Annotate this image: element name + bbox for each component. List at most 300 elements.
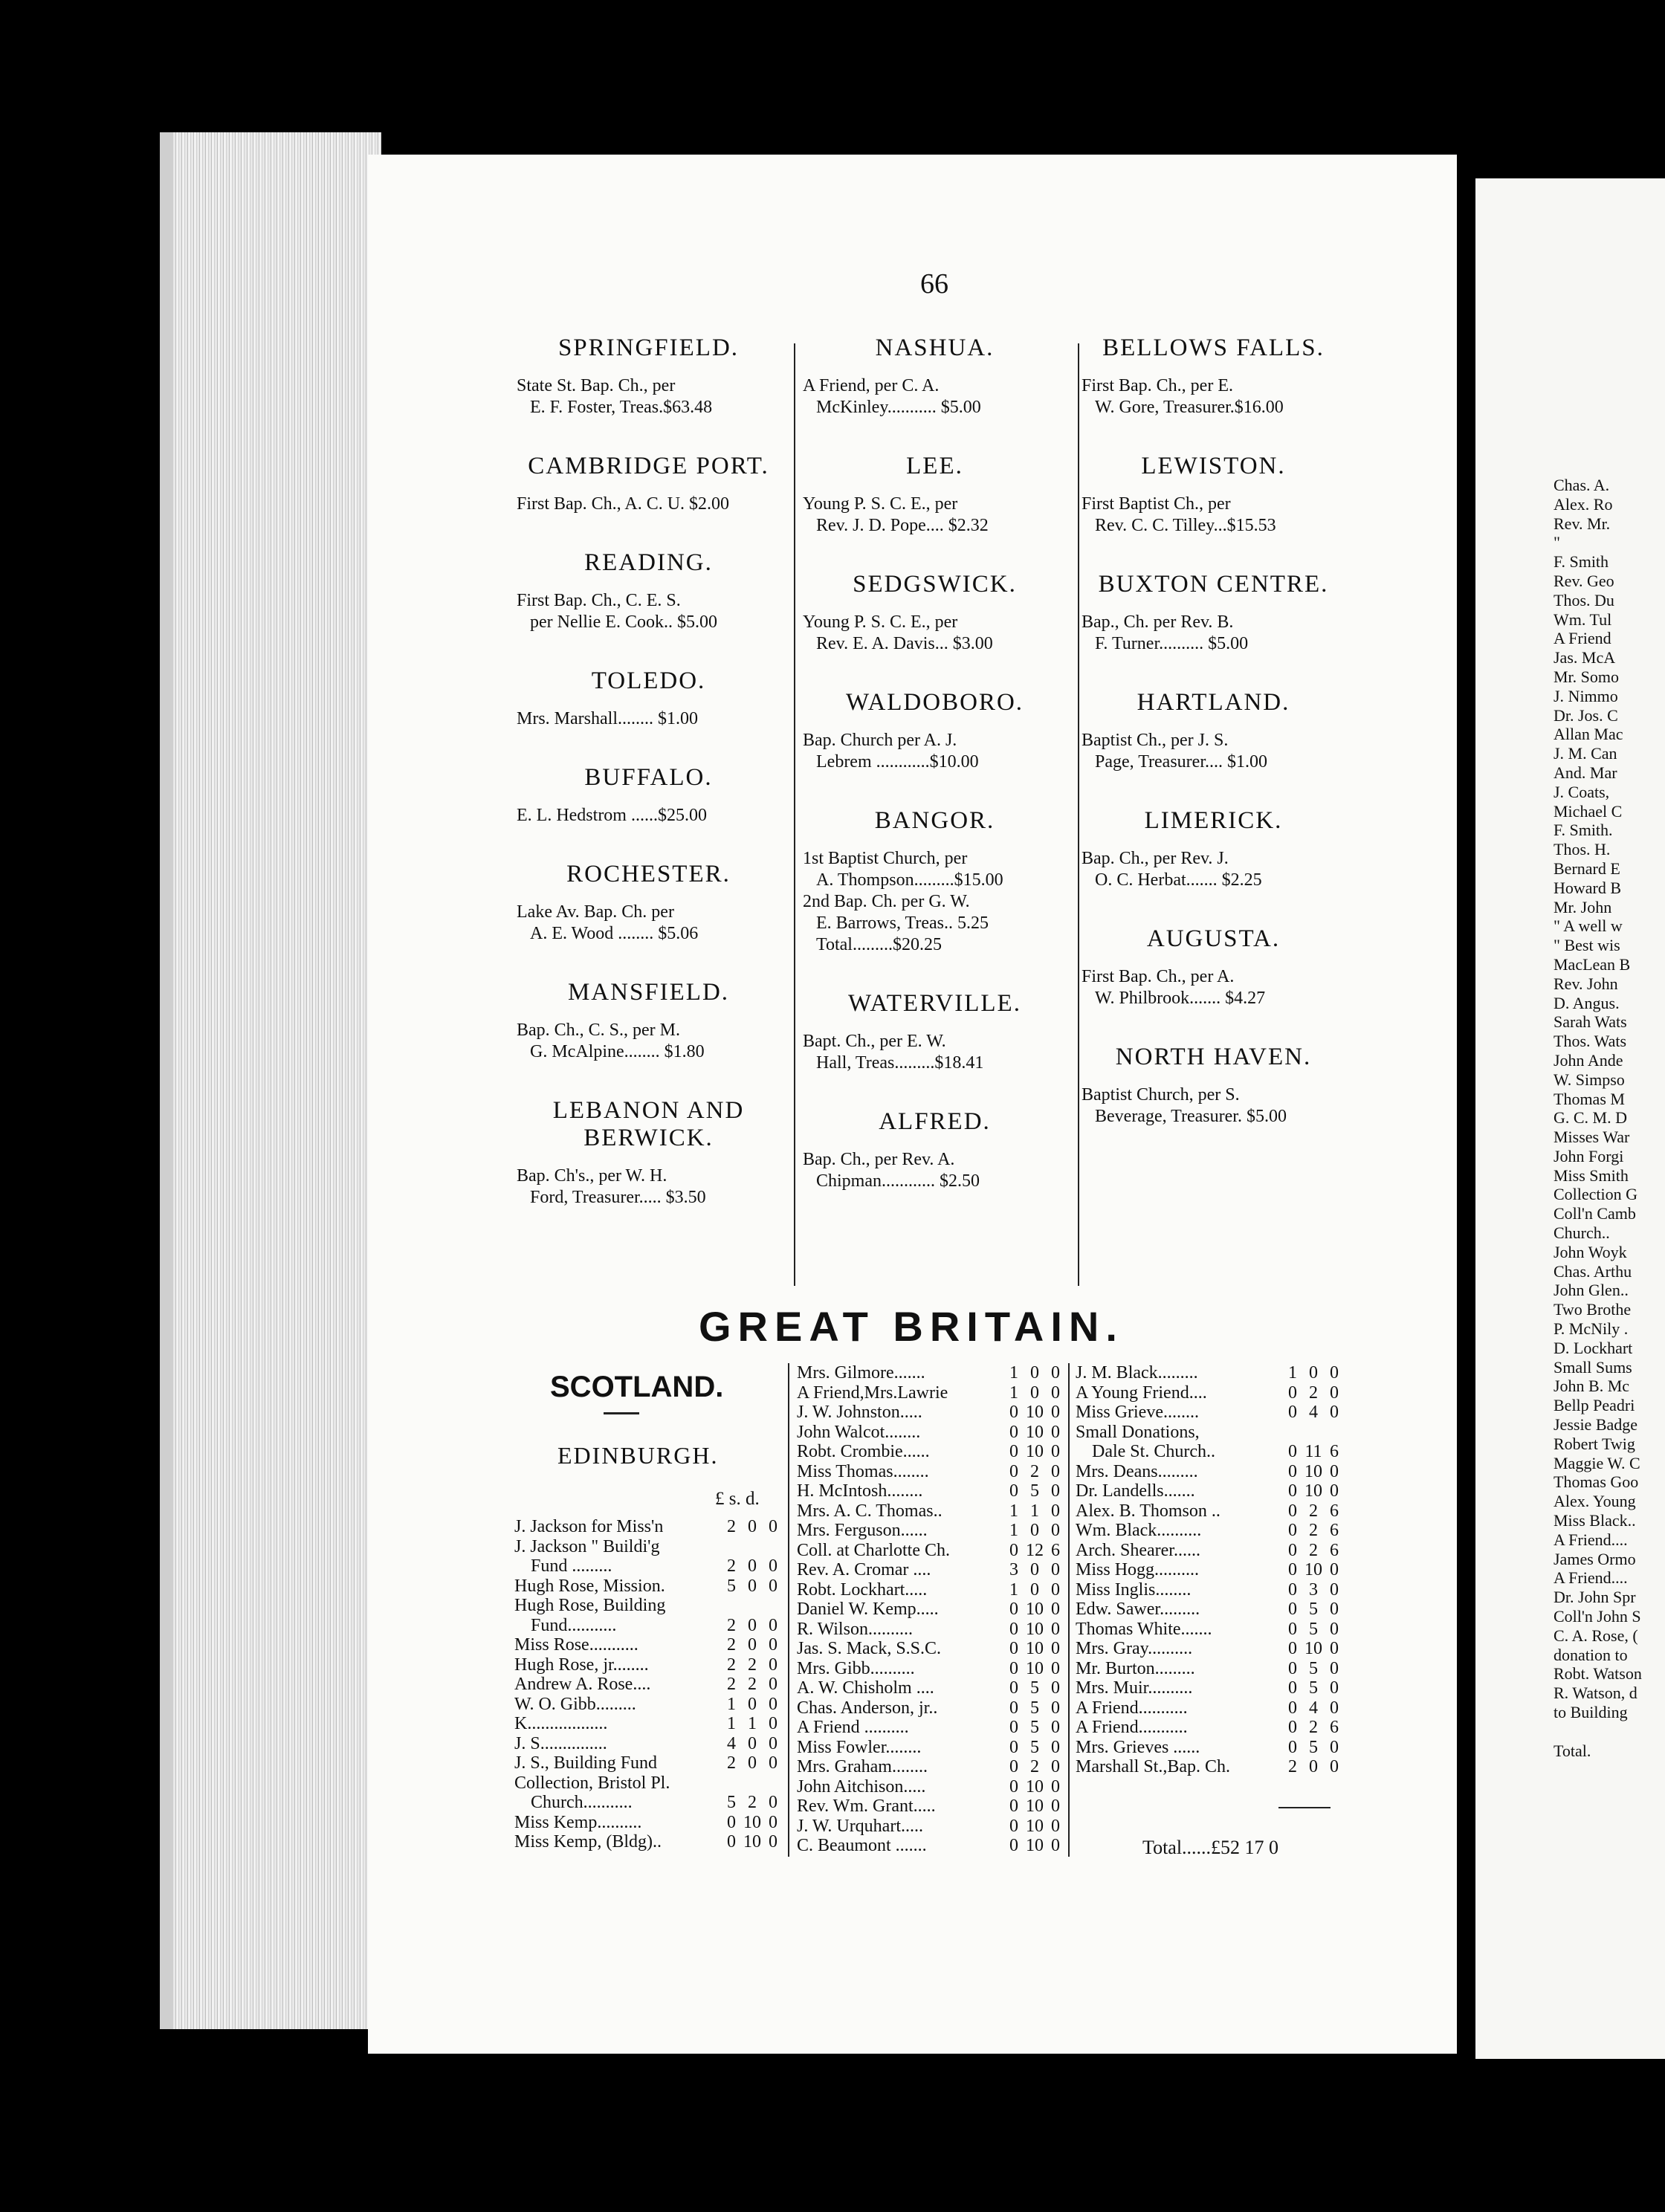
entry-line: W. Philbrook....... $4.27: [1095, 989, 1266, 1008]
town-heading: ROCHESTER.: [566, 861, 731, 887]
amount: 0: [1009, 1639, 1018, 1658]
amount: 0: [1288, 1678, 1297, 1698]
facing-page-line: C. A. Rose, (: [1554, 1626, 1638, 1645]
facing-page-line: Total.: [1554, 1741, 1591, 1760]
facing-page-line: D. Lockhart: [1554, 1338, 1633, 1357]
facing-page-line: " A well w: [1554, 916, 1623, 936]
amount: 0: [1009, 1403, 1018, 1422]
amount: 0: [1330, 1619, 1339, 1639]
amount: 0: [1009, 1698, 1018, 1718]
amount: 10: [1026, 1639, 1044, 1658]
amount: 6: [1330, 1442, 1339, 1461]
amount: 0: [1288, 1461, 1297, 1481]
donor-row: [1076, 1600, 1345, 1620]
donor-name: Wm. Black..........: [1076, 1521, 1202, 1540]
facing-page-line: Bellp Peadri: [1554, 1396, 1635, 1415]
donor-name: Mrs. Gray..........: [1076, 1639, 1193, 1658]
donor-name: Miss Kemp, (Bldg)..: [514, 1832, 662, 1852]
column-2: [803, 334, 1067, 1226]
donor-row: [1076, 1580, 1345, 1600]
donation-entry: [1082, 494, 1345, 537]
facing-page-line: Jas. McA: [1554, 648, 1616, 667]
donation-entry: [1082, 612, 1345, 655]
donor-name: Mrs. Deans.........: [1076, 1461, 1198, 1481]
amount: [721, 1537, 742, 1557]
amount: 4: [1309, 1403, 1318, 1422]
amount: 0: [1330, 1658, 1339, 1678]
donor-name: K..................: [514, 1714, 608, 1733]
subsection-title: SCOTLAND.: [550, 1371, 724, 1403]
amount: 0: [748, 1517, 757, 1536]
donor-row: [514, 1675, 783, 1695]
donor-row: [514, 1537, 783, 1557]
facing-page-line: Thos. H.: [1554, 840, 1611, 859]
amount: 0: [1051, 1619, 1060, 1639]
donor-name: J. Jackson " Buildi'g: [514, 1536, 660, 1556]
donor-name: Chas. Anderson, jr..: [797, 1698, 938, 1718]
amount: 0: [748, 1576, 757, 1596]
amount: 0: [1009, 1600, 1018, 1619]
amount: 5: [1030, 1737, 1039, 1757]
amount: 10: [1026, 1776, 1044, 1797]
amount: 12: [1026, 1540, 1044, 1560]
donor-row: [797, 1718, 1066, 1738]
amount: [742, 1773, 763, 1794]
donor-name: J. S...............: [514, 1733, 607, 1753]
entry-line: Bap. Church per A. J.: [803, 731, 957, 750]
amount: 0: [1330, 1698, 1339, 1718]
section-title: GREAT BRITAIN.: [699, 1303, 1124, 1350]
donor-name: A Friend ..........: [797, 1718, 909, 1737]
amount: 0: [1051, 1600, 1060, 1619]
entry-line: G. McAlpine........ $1.80: [530, 1042, 705, 1061]
donor-row: [514, 1596, 783, 1616]
amount: 0: [1051, 1363, 1060, 1382]
entry-line: Bap. Ch's., per W. H.: [517, 1166, 667, 1186]
entry-line: A. Thompson.........$15.00: [816, 870, 1003, 890]
amount: 0: [748, 1615, 757, 1635]
donor-name: Miss Thomas........: [797, 1461, 929, 1481]
donor-name: Andrew A. Rose....: [514, 1675, 651, 1694]
donor-row: [1076, 1541, 1345, 1561]
donor-name: John Walcot........: [797, 1422, 921, 1442]
town-heading: HARTLAND.: [1137, 689, 1290, 716]
donor-row: [1076, 1423, 1345, 1443]
amount: 2: [1309, 1501, 1318, 1521]
amount: [763, 1596, 783, 1616]
amount: 1: [1288, 1363, 1297, 1382]
amount: [763, 1773, 783, 1794]
donor-name: Arch. Shearer......: [1076, 1540, 1200, 1560]
amount: [721, 1596, 742, 1616]
donor-row: [797, 1639, 1066, 1659]
facing-page-line: " Best wis: [1554, 936, 1620, 955]
amount: 1: [1009, 1382, 1018, 1403]
entry-line: Total.........$20.25: [816, 935, 942, 954]
donor-row: [797, 1777, 1066, 1797]
amount: 10: [1026, 1442, 1044, 1461]
amount: 0: [1051, 1501, 1060, 1521]
donor-row: [1076, 1521, 1345, 1541]
amount: 0: [769, 1812, 777, 1832]
entry-line: First Baptist Ch., per: [1082, 494, 1231, 514]
donation-entry: [517, 1020, 780, 1063]
donor-row: [797, 1423, 1066, 1443]
entry-line: Rev. J. D. Pope.... $2.32: [816, 516, 989, 535]
amount: 0: [1330, 1639, 1339, 1658]
amount: 5: [727, 1793, 736, 1812]
amount: 0: [1288, 1718, 1297, 1737]
donor-row: [514, 1517, 783, 1537]
donation-entry: [517, 902, 780, 945]
amount: 5: [1309, 1619, 1318, 1639]
donor-row: [514, 1556, 783, 1576]
amount: 10: [743, 1832, 761, 1852]
amount: 10: [1026, 1797, 1044, 1816]
facing-page-line: F. Smith: [1554, 552, 1609, 572]
donor-row: [797, 1363, 1066, 1383]
facing-page-line: G. C. M. D: [1554, 1108, 1628, 1128]
donor-row: [1076, 1620, 1345, 1640]
amount: 5: [1309, 1658, 1318, 1678]
facing-page-line: MacLean B: [1554, 954, 1631, 974]
amount: 2: [727, 1517, 736, 1536]
entry-line: Bap. Ch., C. S., per M.: [517, 1021, 681, 1040]
amount: 0: [1288, 1382, 1297, 1403]
amount: 0: [769, 1714, 777, 1733]
amount: 3: [1309, 1579, 1318, 1600]
facing-page-line: P. McNily .: [1554, 1319, 1629, 1339]
facing-page-line: Mr. John: [1554, 897, 1612, 916]
amount: 2: [1309, 1540, 1318, 1560]
amount: 0: [769, 1753, 777, 1773]
amount: 5: [1030, 1678, 1039, 1698]
town-heading: MANSFIELD.: [567, 979, 730, 1006]
entry-line: Mrs. Marshall........ $1.00: [517, 709, 698, 728]
facing-page-line: Dr. John Spr: [1554, 1588, 1636, 1607]
amount: 0: [769, 1576, 777, 1596]
entry-line: Bapt. Ch., per E. W.: [803, 1032, 946, 1051]
town-heading: WATERVILLE.: [848, 990, 1021, 1017]
donor-row: [797, 1678, 1066, 1698]
amount: 3: [1009, 1560, 1018, 1579]
entry-line: Bap. Ch., per Rev. A.: [803, 1150, 955, 1169]
facing-page-line: Chas. A.: [1554, 476, 1610, 494]
donor-row: [1076, 1678, 1345, 1698]
amount: 1: [748, 1714, 757, 1733]
donor-row: [514, 1813, 783, 1833]
amount: 2: [727, 1753, 736, 1773]
donor-row: [1076, 1383, 1345, 1403]
entry-line: Bap., Ch. per Rev. B.: [1082, 612, 1234, 632]
amount: 0: [1288, 1737, 1297, 1757]
entry-line: F. Turner.......... $5.00: [1095, 634, 1249, 653]
facing-page-line: Miss Black..: [1554, 1511, 1636, 1530]
amount: 0: [1051, 1836, 1060, 1855]
entry-line: O. C. Herbat....... $2.25: [1095, 870, 1262, 890]
facing-page-line: Thomas Goo: [1554, 1472, 1639, 1492]
donor-name: Hugh Rose, Building: [514, 1596, 666, 1615]
amount: 0: [1330, 1757, 1339, 1776]
amount: 0: [1288, 1442, 1297, 1461]
amount: 0: [1051, 1442, 1060, 1461]
amount: [1324, 1423, 1345, 1443]
town-heading: CAMBRIDGE PORT.: [528, 453, 769, 479]
facing-page-line: D. Angus.: [1554, 993, 1620, 1012]
facing-page-line: Alex. Young: [1554, 1492, 1636, 1511]
donation-entry: [517, 375, 780, 418]
facing-page-line: Robert Twig: [1554, 1434, 1635, 1453]
amount: 0: [1009, 1737, 1018, 1757]
amount: 0: [1051, 1816, 1060, 1836]
amount: 0: [769, 1733, 777, 1753]
donor-name: Mrs. Grieves ......: [1076, 1737, 1200, 1757]
donor-row: [797, 1836, 1066, 1856]
amount: [1282, 1423, 1303, 1443]
amount: 0: [1009, 1718, 1018, 1737]
column-rule: [794, 343, 795, 1286]
amount: 0: [727, 1832, 736, 1852]
amount: 2: [1030, 1461, 1039, 1481]
town-heading: TOLEDO.: [591, 667, 706, 694]
amount: 0: [1330, 1600, 1339, 1619]
donor-name: Miss Inglis........: [1076, 1579, 1192, 1600]
donor-name: John Aitchison.....: [797, 1776, 926, 1797]
amount: 0: [1009, 1422, 1018, 1442]
facing-page-line: Rev. Geo: [1554, 571, 1614, 590]
entry-line: W. Gore, Treasurer.$16.00: [1095, 398, 1284, 417]
amount: 0: [769, 1793, 777, 1812]
donor-row: [1076, 1698, 1345, 1718]
amount: 0: [1288, 1619, 1297, 1639]
amount: 0: [1030, 1363, 1039, 1382]
donor-row: [1076, 1639, 1345, 1659]
donation-entry: [517, 708, 780, 730]
amount: 0: [1009, 1757, 1018, 1776]
entry-line: Lebrem ............$10.00: [816, 752, 979, 772]
amount: 0: [1051, 1481, 1060, 1501]
donor-row: [797, 1580, 1066, 1600]
donor-name: Thomas White.......: [1076, 1619, 1212, 1639]
facing-page-line: Wm. Tul: [1554, 609, 1612, 629]
amount: 5: [727, 1576, 736, 1596]
amount: 0: [769, 1655, 777, 1675]
donor-row: [514, 1773, 783, 1794]
amount: 0: [1051, 1461, 1060, 1481]
amount: 0: [1009, 1816, 1018, 1836]
amount: 2: [1309, 1521, 1318, 1540]
entry-line: per Nellie E. Cook.. $5.00: [530, 612, 717, 632]
amount: 2: [727, 1635, 736, 1655]
donor-list-1: [514, 1517, 783, 1852]
amount: 0: [1330, 1737, 1339, 1757]
amount: 1: [1009, 1521, 1018, 1540]
amount: 0: [1330, 1560, 1339, 1579]
amount: 0: [1330, 1481, 1339, 1501]
town-heading: LEBANON AND BERWICK.: [552, 1097, 745, 1151]
amount: 0: [1288, 1579, 1297, 1600]
donor-name: Mrs. Gilmore.......: [797, 1363, 925, 1382]
amount: 5: [1309, 1737, 1318, 1757]
donor-row: [797, 1738, 1066, 1758]
amount: 0: [1051, 1678, 1060, 1698]
donor-name: Fund...........: [531, 1615, 617, 1635]
amount: 10: [743, 1812, 761, 1832]
donor-name: W. O. Gibb.........: [514, 1694, 636, 1714]
donor-row: [1076, 1442, 1345, 1462]
amount: 10: [1026, 1836, 1044, 1855]
town-heading: NORTH HAVEN.: [1115, 1044, 1312, 1070]
donor-row: [797, 1698, 1066, 1718]
donor-row: [1076, 1659, 1345, 1679]
amount: 0: [1330, 1382, 1339, 1403]
currency-header: £ s. d.: [715, 1489, 760, 1509]
amount: 0: [769, 1832, 777, 1852]
town-heading: BUFFALO.: [584, 764, 713, 791]
town-heading: LIMERICK.: [1144, 807, 1283, 834]
amount: 0: [1288, 1658, 1297, 1678]
amount: 0: [1330, 1363, 1339, 1382]
donor-row: [797, 1817, 1066, 1837]
facing-page-line: R. Watson, d: [1554, 1684, 1637, 1703]
entry-line: Young P. S. C. E., per: [803, 494, 958, 514]
facing-page-line: Allan Mac: [1554, 725, 1623, 744]
donor-row: [797, 1403, 1066, 1423]
amount: 10: [1026, 1816, 1044, 1836]
donor-name: A. W. Chisholm ....: [797, 1678, 934, 1698]
amount: 6: [1330, 1540, 1339, 1560]
facing-page-line: Chas. Arthu: [1554, 1261, 1632, 1281]
donor-row: [797, 1481, 1066, 1501]
amount: 0: [748, 1556, 757, 1576]
entry-line: Hall, Treas.........$18.41: [816, 1053, 984, 1073]
donor-name: Hugh Rose, jr........: [514, 1655, 649, 1675]
donor-row: [514, 1832, 783, 1852]
donor-name: Daniel W. Kemp.....: [797, 1600, 939, 1619]
facing-page-line: John Woyk: [1554, 1242, 1627, 1261]
column-1: [517, 334, 780, 1243]
town-heading: READING.: [584, 549, 713, 576]
facing-page-line: Michael C: [1554, 801, 1623, 821]
donor-name: Miss Rose...........: [514, 1635, 638, 1655]
amount: 0: [1288, 1501, 1297, 1521]
amount: 10: [1026, 1600, 1044, 1619]
amount: 0: [1009, 1619, 1018, 1639]
entry-line: First Bap. Ch., A. C. U. $2.00: [517, 494, 730, 514]
amount: 5: [1030, 1481, 1039, 1501]
entry-line: Page, Treasurer.... $1.00: [1095, 752, 1267, 772]
amount: 0: [1288, 1698, 1297, 1718]
amount: 0: [1009, 1836, 1018, 1855]
book-page-edges: [160, 132, 381, 2029]
donor-row: [797, 1462, 1066, 1482]
donor-name: Coll. at Charlotte Ch.: [797, 1540, 950, 1560]
amount: 10: [1304, 1560, 1322, 1579]
donor-row: [1076, 1560, 1345, 1580]
entry-line: E. L. Hedstrom ......$25.00: [517, 806, 707, 825]
facing-page-line: W. Simpso: [1554, 1070, 1625, 1089]
facing-page-line: A Friend....: [1554, 1568, 1628, 1588]
facing-page-line: F. Smith.: [1554, 821, 1613, 840]
amount: [763, 1537, 783, 1557]
town-heading: LEE.: [906, 453, 963, 479]
donation-entry: [1082, 966, 1345, 1009]
amount: 2: [727, 1615, 736, 1635]
donor-name: Miss Hogg..........: [1076, 1560, 1200, 1579]
column-rule: [1068, 1363, 1070, 1857]
town-heading: SEDGSWICK.: [853, 571, 1017, 598]
donation-entry: [517, 805, 780, 827]
amount: 0: [1051, 1639, 1060, 1658]
town-heading: BUXTON CENTRE.: [1098, 571, 1329, 598]
amount: 0: [1051, 1757, 1060, 1776]
donor-name: Alex. B. Thomson ..: [1076, 1501, 1221, 1521]
donation-entry: [517, 1165, 780, 1209]
amount: 10: [1304, 1481, 1322, 1501]
amount: 0: [769, 1675, 777, 1694]
donor-name: Mrs. Gibb..........: [797, 1658, 915, 1678]
donor-row: [1076, 1462, 1345, 1482]
town-heading: BANGOR.: [874, 807, 995, 834]
amount: 0: [1030, 1560, 1039, 1579]
facing-page-line: Mr. Somo: [1554, 667, 1620, 686]
donation-entry: [1082, 730, 1345, 773]
donor-list-3: [1076, 1363, 1345, 1777]
amount: 0: [1009, 1678, 1018, 1698]
amount: 2: [748, 1793, 757, 1812]
donor-name: Robt. Lockhart.....: [797, 1579, 928, 1600]
facing-page-line: Thomas M: [1554, 1089, 1625, 1108]
divider: [604, 1412, 639, 1414]
donor-name: Miss Kemp..........: [514, 1812, 642, 1832]
facing-page-line: Miss Smith: [1554, 1165, 1629, 1185]
amount: 0: [727, 1812, 736, 1832]
amount: 0: [748, 1694, 757, 1714]
amount: 2: [727, 1556, 736, 1576]
amount: 0: [1030, 1382, 1039, 1403]
amount: 1: [1009, 1579, 1018, 1600]
facing-page-line: Rev. Mr.: [1554, 514, 1611, 533]
amount: 2: [1309, 1382, 1318, 1403]
amount: 0: [1288, 1481, 1297, 1501]
donor-name: J. Jackson for Miss'n: [514, 1517, 664, 1536]
amount: 4: [1309, 1698, 1318, 1718]
donor-name: Edw. Sawer.........: [1076, 1600, 1200, 1619]
facing-page-line: And. Mar: [1554, 763, 1617, 782]
amount: 0: [1330, 1579, 1339, 1600]
entry-line: 2nd Bap. Ch. per G. W.: [803, 892, 970, 911]
donor-row: [514, 1714, 783, 1734]
donation-entry: [803, 612, 1067, 655]
entry-line: Rev. C. C. Tilley...$15.53: [1095, 516, 1276, 535]
donor-name: A Friend...........: [1076, 1718, 1188, 1737]
facing-page-line: Thos. Wats: [1554, 1032, 1627, 1051]
facing-page-line: John B. Mc: [1554, 1377, 1630, 1396]
amount: 1: [1009, 1501, 1018, 1521]
amount: 0: [1051, 1658, 1060, 1678]
amount: 0: [1051, 1698, 1060, 1718]
facing-page-line: Howard B: [1554, 878, 1622, 897]
donor-name: J. M. Black.........: [1076, 1363, 1198, 1382]
donation-entry: [803, 1031, 1067, 1074]
facing-page-line: Small Sums: [1554, 1357, 1632, 1377]
donation-entry: [517, 494, 780, 515]
amount: 0: [1309, 1757, 1318, 1776]
donation-entry: [803, 494, 1067, 537]
entry-line: First Bap. Ch., C. E. S.: [517, 591, 681, 610]
facing-page-line: [1554, 1722, 1642, 1742]
facing-page-line: Jessie Badge: [1554, 1415, 1638, 1435]
